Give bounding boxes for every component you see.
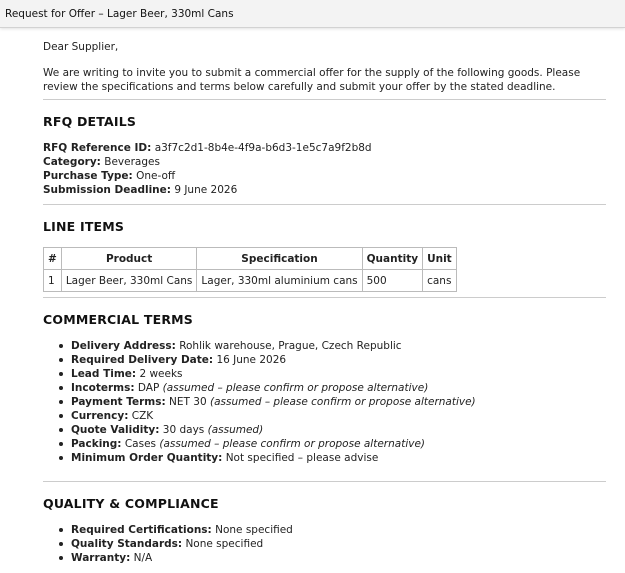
cell-product: Lager Beer, 330ml Cans (61, 270, 197, 292)
term-value: NET 30 (169, 396, 207, 408)
quality-value: None specified (185, 538, 264, 550)
term-label: Payment Terms: (71, 396, 166, 408)
term-value: CZK (131, 410, 154, 422)
rfq-reference-label: RFQ Reference ID: (43, 142, 152, 154)
list-item (59, 451, 606, 465)
column-header-unit: Unit (423, 248, 457, 270)
term-value: Not specified – please advise (225, 452, 379, 464)
rfq-category-value: Beverages (104, 156, 160, 168)
quality-value: N/A (133, 552, 153, 564)
quality-heading: QUALITY & COMPLIANCE (43, 496, 219, 511)
intro-paragraph: We are writing to invite you to submit a commercial offer for the supply of the following goods. Please review the specifications and terms below carefully and submit your offer by the stated deadline. (43, 67, 581, 93)
column-header-quantity: Quantity (362, 248, 422, 270)
list-item (59, 339, 606, 353)
cell-quantity: 500 (362, 270, 422, 292)
rfq-details (43, 141, 606, 197)
list-item (59, 381, 606, 395)
list-item (59, 551, 606, 565)
table-row (44, 270, 457, 292)
cell-unit: cans (423, 270, 457, 292)
divider (43, 297, 606, 298)
term-value: DAP (137, 382, 160, 394)
term-label: Minimum Order Quantity: (71, 452, 223, 464)
line-items-table (43, 247, 457, 292)
column-header-number: # (44, 248, 62, 270)
rfq-purchase-type-value: One-off (136, 170, 176, 182)
window-title: Request for Offer – Lager Beer, 330ml Cans (0, 0, 625, 28)
commercial-terms-heading: COMMERCIAL TERMS (43, 312, 193, 327)
document-body (43, 28, 606, 565)
greeting: Dear Supplier, (43, 41, 119, 53)
rfq-deadline-label: Submission Deadline: (43, 184, 171, 196)
term-note: (assumed – please confirm or propose alternative) (210, 396, 476, 408)
term-label: Required Delivery Date: (71, 354, 214, 366)
list-item (59, 523, 606, 537)
quality-label: Required Certifications: (71, 524, 212, 536)
line-items-heading: LINE ITEMS (43, 219, 125, 234)
term-note: (assumed) (207, 424, 264, 436)
quality-label: Quality Standards: (71, 538, 183, 550)
term-label: Lead Time: (71, 368, 137, 380)
rfq-purchase-type (43, 169, 606, 183)
table-header-row (44, 248, 457, 270)
list-item (59, 537, 606, 551)
divider (43, 99, 606, 100)
term-note: (assumed – please confirm or propose alternative) (159, 438, 426, 450)
term-value: 2 weeks (139, 368, 183, 380)
term-value: Rohlik warehouse, Prague, Czech Republic (179, 340, 402, 352)
quality-value: None specified (215, 524, 293, 536)
rfq-category (43, 155, 606, 169)
list-item (59, 409, 606, 423)
commercial-terms-list (59, 339, 606, 465)
cell-specification: Lager, 330ml aluminium cans (197, 270, 362, 292)
list-item (59, 437, 606, 451)
list-item (59, 395, 606, 409)
term-value: Cases (124, 438, 157, 450)
list-item (59, 423, 606, 437)
rfq-details-heading: RFQ DETAILS (43, 114, 137, 129)
rfq-reference (43, 141, 606, 155)
column-header-specification: Specification (197, 248, 362, 270)
term-label: Delivery Address: (71, 340, 176, 352)
term-label: Packing: (71, 438, 122, 450)
rfq-reference-value: a3f7c2d1-8b4e-4f9a-b6d3-1e5c7a9f2b8d (154, 142, 372, 154)
rfq-purchase-type-label: Purchase Type: (43, 170, 133, 182)
quality-list (59, 523, 606, 565)
term-note: (assumed – please confirm or propose alternative) (162, 382, 429, 394)
list-item (59, 353, 606, 367)
term-label: Currency: (71, 410, 129, 422)
rfq-deadline-value: 9 June 2026 (174, 184, 238, 196)
list-item (59, 367, 606, 381)
divider (43, 204, 606, 205)
rfq-deadline (43, 183, 606, 197)
term-value: 30 days (162, 424, 205, 436)
cell-number: 1 (44, 270, 62, 292)
term-value: 16 June 2026 (216, 354, 287, 366)
divider (43, 481, 606, 482)
quality-label: Warranty: (71, 552, 131, 564)
term-label: Incoterms: (71, 382, 135, 394)
column-header-product: Product (61, 248, 197, 270)
term-label: Quote Validity: (71, 424, 160, 436)
rfq-category-label: Category: (43, 156, 101, 168)
